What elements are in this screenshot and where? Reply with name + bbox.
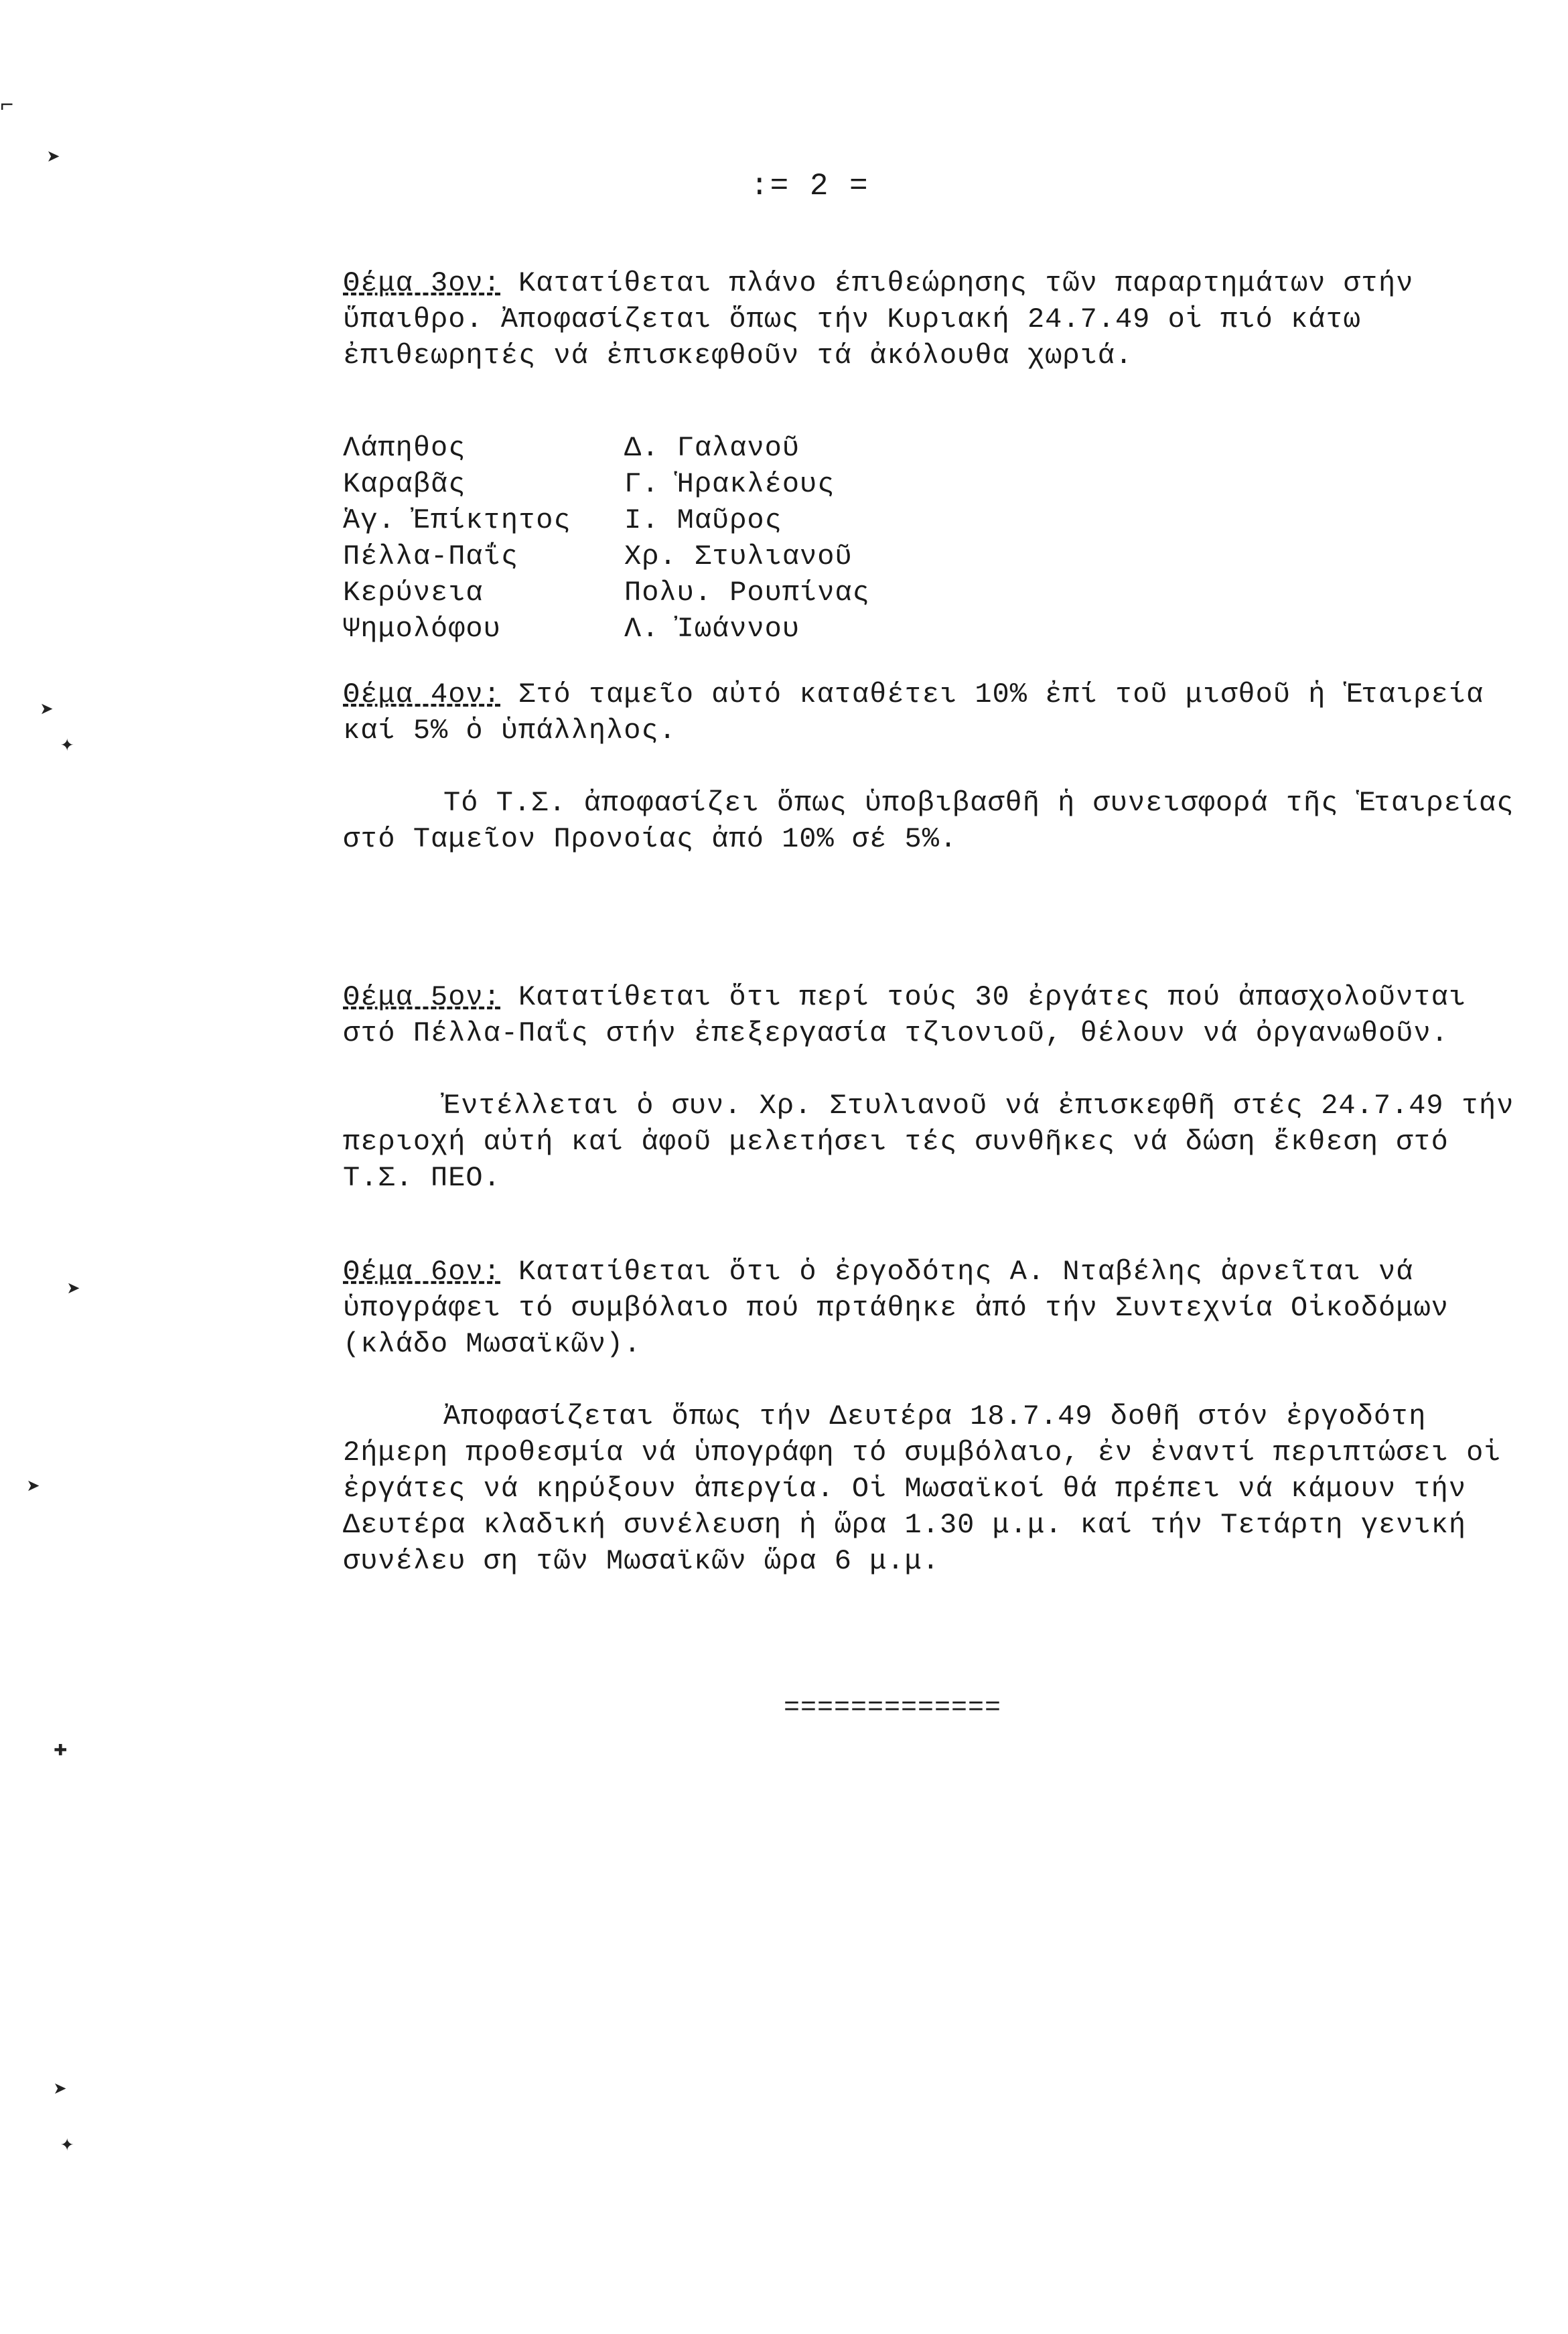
item-6-text: Κατατίθεται ὅτι ὁ ἐργοδότης Α. Νταβέλης ἀρνεῖται νά ὑπογράφει τό συμβόλαιο πού πρτάθηκε ἀπό τήν Συντεχνία Οἰκοδόμων (κλάδο Μωσαϊκῶν).	[343, 1256, 1467, 1360]
item-6-label: Θέμα 6ον:	[343, 1256, 501, 1288]
scan-mark: ➤	[47, 147, 61, 172]
village-name: Ἁγ. Ἐπίκτητος	[343, 504, 571, 536]
item-6	[343, 1254, 1522, 1579]
scan-mark: ✦	[60, 2132, 74, 2158]
list-item	[343, 575, 870, 611]
scan-mark: ✚	[54, 1737, 68, 1763]
village-name: Καραβᾶς	[343, 468, 466, 500]
list-item	[343, 611, 870, 647]
item-5-decision: Ἐντέλλεται ὁ συν. Χρ. Στυλιανοῦ νά ἐπισκεφθῆ στές 24.7.49 τήν περιοχή αὐτή καί ἀφοῦ μελετήσει τές συνθῆκες νά δώση ἔκθεση στό Τ.Σ. ΠΕΟ.	[343, 1090, 1532, 1194]
scan-mark: ⌐	[0, 94, 14, 119]
item-4-decision: Τό Τ.Σ. ἀποφασίζει ὅπως ὑποβιβασθῆ ἡ συνεισφορά τῆς Ἑταιρείας στό Ταμεῖον Προνοίας ἀπό 10% σέ 5%.	[343, 787, 1532, 855]
item-5	[343, 979, 1532, 1196]
list-item	[343, 502, 870, 538]
item-6-decision: Ἀποφασίζεται ὅπως τήν Δευτέρα 18.7.49 δοθῆ στόν ἐργοδότη 2ήμερη προθεσμία νά ὑπογράφη τό συμβόλαιο, ἐν ἐναντί περιπτώσει οἱ ἐργάτες νά κηρύξουν ἀπεργία. Οἱ Μωσαϊκοί θά πρέπει νά κάμουν τήν Δευτέρα κλαδική συνέλευση ἡ ὥρα 1.30 μ.μ. καί τήν Τετάρτη γενική συνέλευ ση τῶν Μωσαϊκῶν ὥρα 6 μ.μ.	[343, 1400, 1519, 1577]
end-separator: =============	[784, 1693, 1002, 1723]
inspector-name: Γ. Ἡρακλέους	[624, 468, 835, 500]
item-3	[343, 265, 1522, 374]
inspector-name: Δ. Γαλανοῦ	[624, 432, 800, 464]
list-item	[343, 466, 870, 502]
item-4-label: Θέμα 4ον:	[343, 678, 501, 711]
item-5-paragraph	[343, 979, 1522, 1051]
item-5-text: Κατατίθεται ὅτι περί τούς 30 ἐργάτες πού ἀπασχολοῦνται στό Πέλλα-Παΐς στήν ἐπεξεργασία τζιονιοῦ, θέλουν νά ὀργανωθοῦν.	[343, 981, 1484, 1049]
item-4-paragraph	[343, 676, 1522, 749]
village-name: Ψημολόφου	[343, 613, 501, 645]
item-3-paragraph	[343, 265, 1522, 374]
scan-mark: ➤	[27, 1476, 41, 1502]
inspector-name: Ι. Μαῦρος	[624, 504, 782, 536]
item-3-text: Κατατίθεται πλάνο έπιθεώρησης τῶν παραρτημάτων στήν ὕπαιθρο. Ἀποφασίζεται ὅπως τήν Κυριακή 24.7.49 οἱ πιό κάτω ἐπιθεωρητές νά ἐπισκεφθοῦν τά ἀκόλουθα χωριά.	[343, 267, 1431, 372]
inspection-list	[343, 430, 870, 647]
item-4-text: Στό ταμεῖο αὐτό καταθέτει 10% ἐπί τοῦ μισθοῦ ἡ Ἑταιρεία καί 5% ὁ ὑπάλληλος.	[343, 678, 1502, 747]
village-name: Πέλλα-Παΐς	[343, 540, 519, 573]
village-name: Κερύνεια	[343, 577, 484, 609]
item-5-label: Θέμα 5ον:	[343, 981, 501, 1013]
list-item	[343, 538, 870, 575]
list-item	[343, 430, 870, 466]
item-3-label: Θέμα 3ον:	[343, 267, 501, 299]
item-4	[343, 676, 1532, 857]
scan-mark: ➤	[67, 1279, 81, 1304]
inspector-name: Πολυ. Ρουπίνας	[624, 577, 870, 609]
item-6-paragraph	[343, 1254, 1522, 1362]
inspector-name: Χρ. Στυλιανοῦ	[624, 540, 853, 573]
page-number: := 2 =	[750, 169, 869, 204]
inspector-name: Λ. Ἰωάννου	[624, 613, 800, 645]
scan-mark: ✦	[60, 733, 74, 758]
scan-mark: ➤	[40, 699, 54, 725]
scan-mark: ➤	[54, 2079, 68, 2104]
village-name: Λάπηθος	[343, 432, 466, 464]
